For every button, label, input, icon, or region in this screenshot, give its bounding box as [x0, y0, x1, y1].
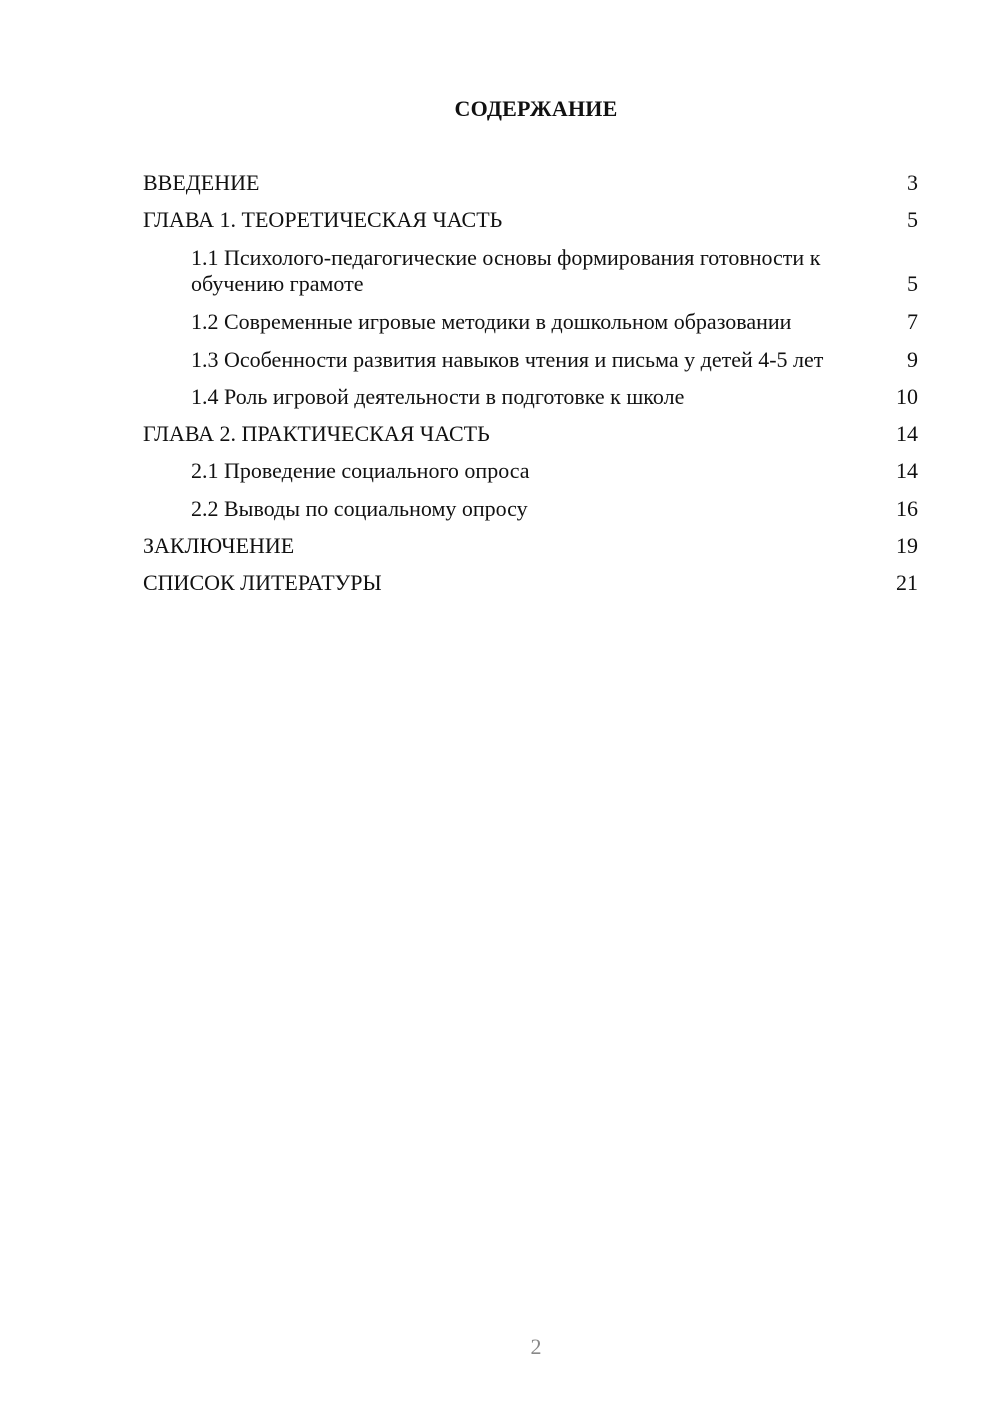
- toc-entry-section-1-2: [143, 309, 918, 335]
- toc-entry-label: ГЛАВА 2. ПРАКТИЧЕСКАЯ ЧАСТЬ: [143, 421, 490, 446]
- page-title: СОДЕРЖАНИЕ: [454, 96, 618, 121]
- toc-entry-page: 14: [896, 421, 918, 446]
- page-number: 2: [530, 1334, 542, 1359]
- toc-entry-label: 1.2 Современные игровые методики в дошкольном образовании: [191, 309, 792, 334]
- toc-entry-label: ГЛАВА 1. ТЕОРЕТИЧЕСКАЯ ЧАСТЬ: [143, 207, 503, 232]
- toc-entry-page: 5: [907, 207, 918, 232]
- toc-entry-label: 2.2 Выводы по социальному опросу: [191, 496, 528, 521]
- toc-entry-section-1-4: [143, 384, 918, 410]
- toc-entry-label: 1.4 Роль игровой деятельности в подготовке к школе: [191, 384, 685, 409]
- toc-entry-conclusion: [143, 533, 918, 559]
- table-of-contents: [143, 170, 918, 596]
- toc-entry-label: ВВЕДЕНИЕ: [143, 170, 260, 195]
- toc-entry-page: 7: [907, 309, 918, 334]
- toc-entry-page: 16: [896, 496, 918, 521]
- toc-entry-label: ЗАКЛЮЧЕНИЕ: [143, 533, 295, 558]
- toc-entry-page: 5: [907, 271, 918, 296]
- toc-entry-chapter-2: [143, 421, 918, 447]
- toc-entry-section-2-1: [143, 458, 918, 484]
- toc-entry-page: 21: [896, 570, 918, 595]
- toc-entry-section-2-2: [143, 496, 918, 522]
- toc-entry-page: 10: [896, 384, 918, 409]
- toc-entry-page: 14: [896, 458, 918, 483]
- toc-entry-page: 9: [907, 347, 918, 372]
- toc-entry-label: СПИСОК ЛИТЕРАТУРЫ: [143, 570, 382, 595]
- toc-entry-label: 1.1 Психолого-педагогические основы формирования готовности к обучению грамоте: [191, 245, 821, 296]
- toc-entry-section-1-3: [143, 347, 918, 373]
- toc-entry-label: 2.1 Проведение социального опроса: [191, 458, 530, 483]
- toc-entry-introduction: [143, 170, 918, 196]
- toc-entry-page: 19: [896, 533, 918, 558]
- toc-entry-references: [143, 570, 918, 596]
- toc-entry-label: 1.3 Особенности развития навыков чтения и письма у детей 4-5 лет: [191, 347, 824, 372]
- toc-entry-page: 3: [907, 170, 918, 195]
- toc-entry-chapter-1: [143, 207, 918, 233]
- toc-entry-section-1-1: [143, 245, 918, 297]
